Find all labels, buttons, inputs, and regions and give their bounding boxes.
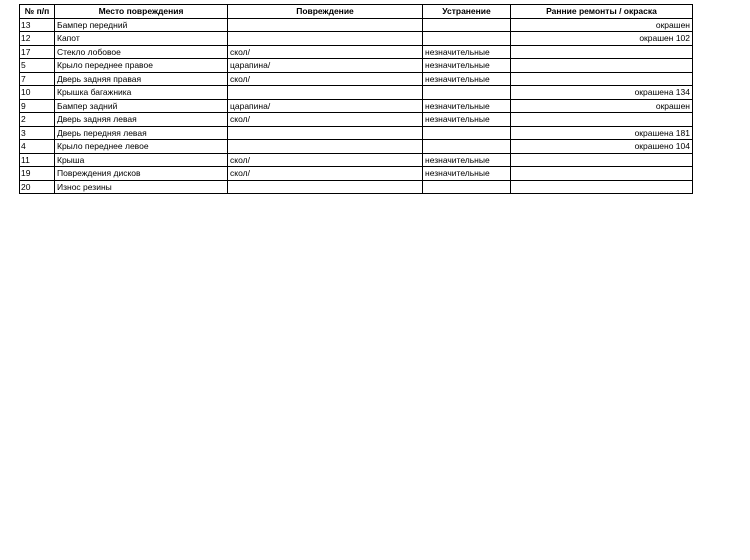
cell-damage xyxy=(228,140,423,154)
cell-damage: скол/ xyxy=(228,72,423,86)
cell-num: 7 xyxy=(20,72,55,86)
cell-damage: скол/ xyxy=(228,153,423,167)
cell-repair: окрашен xyxy=(511,99,693,113)
cell-damage xyxy=(228,86,423,100)
cell-num: 20 xyxy=(20,180,55,194)
cell-repair: окрашена 134 xyxy=(511,86,693,100)
table-body xyxy=(20,18,693,194)
cell-fix xyxy=(423,180,511,194)
cell-damage: царапина/ xyxy=(228,59,423,73)
cell-repair: окрашено 104 xyxy=(511,140,693,154)
cell-repair xyxy=(511,72,693,86)
table-row xyxy=(20,18,693,32)
cell-num: 2 xyxy=(20,113,55,127)
table-header-row xyxy=(20,5,693,19)
table-row xyxy=(20,86,693,100)
cell-damage: царапина/ xyxy=(228,99,423,113)
cell-fix xyxy=(423,32,511,46)
cell-num: 9 xyxy=(20,99,55,113)
cell-place: Крыло переднее левое xyxy=(55,140,228,154)
cell-repair: окрашен 102 xyxy=(511,32,693,46)
cell-damage: скол/ xyxy=(228,167,423,181)
cell-repair xyxy=(511,45,693,59)
table-row xyxy=(20,32,693,46)
cell-repair: окрашен xyxy=(511,18,693,32)
damage-table xyxy=(19,4,693,194)
cell-repair xyxy=(511,167,693,181)
cell-place: Крышка багажника xyxy=(55,86,228,100)
cell-damage xyxy=(228,18,423,32)
header-fix: Устранение xyxy=(423,5,511,19)
cell-num: 5 xyxy=(20,59,55,73)
cell-fix: незначительные xyxy=(423,167,511,181)
cell-num: 11 xyxy=(20,153,55,167)
table-row xyxy=(20,167,693,181)
table-row xyxy=(20,113,693,127)
table-row xyxy=(20,140,693,154)
cell-place: Капот xyxy=(55,32,228,46)
cell-num: 17 xyxy=(20,45,55,59)
cell-fix xyxy=(423,140,511,154)
cell-repair xyxy=(511,153,693,167)
cell-fix xyxy=(423,86,511,100)
cell-place: Крыло переднее правое xyxy=(55,59,228,73)
table-row xyxy=(20,99,693,113)
cell-fix xyxy=(423,18,511,32)
cell-place: Крыша xyxy=(55,153,228,167)
cell-fix: незначительные xyxy=(423,113,511,127)
cell-num: 10 xyxy=(20,86,55,100)
header-num: № п/п xyxy=(20,5,55,19)
cell-repair xyxy=(511,59,693,73)
cell-num: 19 xyxy=(20,167,55,181)
cell-repair xyxy=(511,113,693,127)
cell-repair xyxy=(511,180,693,194)
cell-num: 12 xyxy=(20,32,55,46)
cell-fix xyxy=(423,126,511,140)
table-row xyxy=(20,180,693,194)
cell-fix: незначительные xyxy=(423,72,511,86)
cell-place: Стекло лобовое xyxy=(55,45,228,59)
table-row xyxy=(20,59,693,73)
table-row xyxy=(20,72,693,86)
cell-num: 3 xyxy=(20,126,55,140)
header-place: Место повреждения xyxy=(55,5,228,19)
table-row xyxy=(20,153,693,167)
cell-damage xyxy=(228,126,423,140)
cell-num: 4 xyxy=(20,140,55,154)
cell-place: Износ резины xyxy=(55,180,228,194)
table-row xyxy=(20,45,693,59)
table-row xyxy=(20,126,693,140)
header-damage: Повреждение xyxy=(228,5,423,19)
cell-fix: незначительные xyxy=(423,45,511,59)
cell-num: 13 xyxy=(20,18,55,32)
cell-place: Повреждения дисков xyxy=(55,167,228,181)
cell-damage: скол/ xyxy=(228,113,423,127)
cell-place: Дверь передняя левая xyxy=(55,126,228,140)
cell-place: Дверь задняя правая xyxy=(55,72,228,86)
cell-damage: скол/ xyxy=(228,45,423,59)
cell-fix: незначительные xyxy=(423,99,511,113)
cell-fix: незначительные xyxy=(423,59,511,73)
cell-place: Бампер задний xyxy=(55,99,228,113)
cell-repair: окрашена 181 xyxy=(511,126,693,140)
header-repair: Ранние ремонты / окраска xyxy=(511,5,693,19)
cell-damage xyxy=(228,180,423,194)
cell-fix: незначительные xyxy=(423,153,511,167)
cell-place: Дверь задняя левая xyxy=(55,113,228,127)
cell-place: Бампер передний xyxy=(55,18,228,32)
cell-damage xyxy=(228,32,423,46)
